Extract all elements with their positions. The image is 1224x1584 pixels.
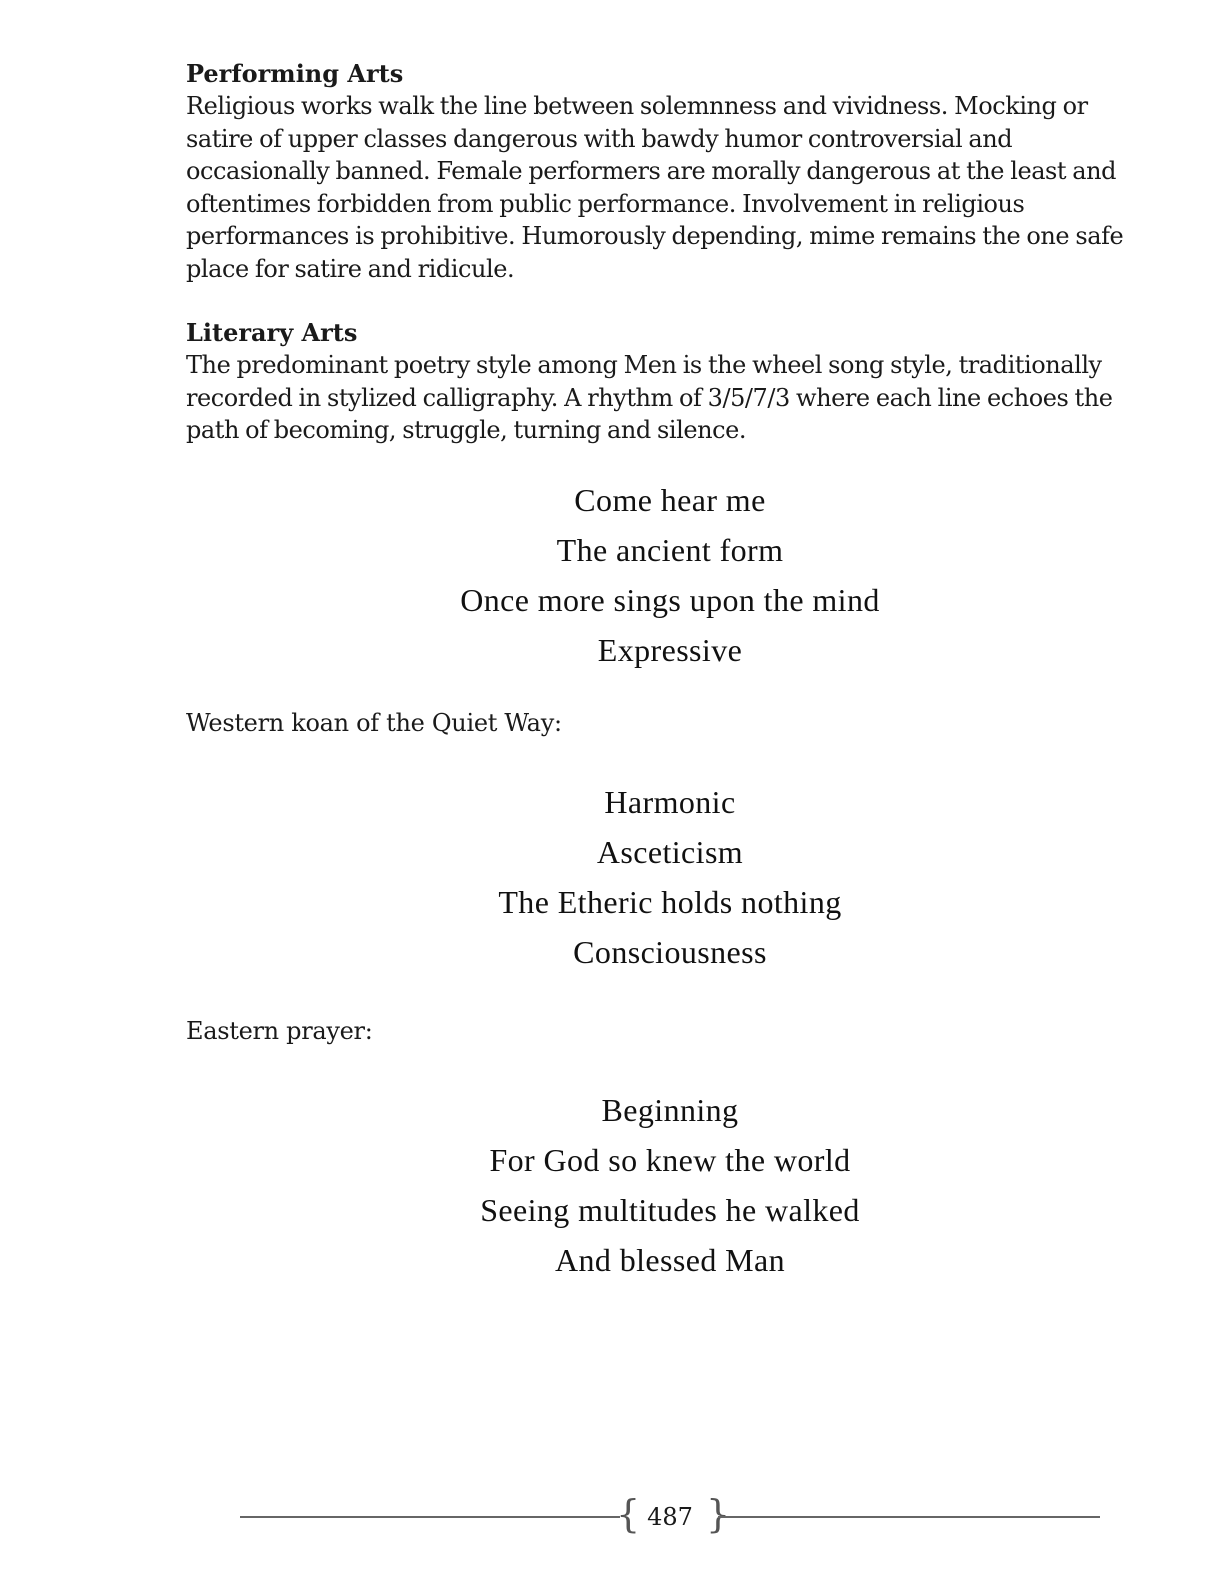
poem-line: Come hear me: [574, 481, 766, 518]
poem-intro-western-koan: Western koan of the Quiet Way:: [186, 708, 562, 737]
poem-line: Expressive: [597, 631, 743, 668]
poem-wheel-song: [186, 475, 1154, 675]
poem-line: The Etheric holds nothing: [498, 883, 842, 920]
poem-line: Consciousness: [573, 933, 767, 970]
poem-line: For God so knew the world: [489, 1141, 851, 1178]
poem-line: The ancient form: [556, 531, 784, 568]
footer-rule-right: [718, 1516, 1100, 1518]
page-number: 487: [647, 1503, 693, 1531]
poem-line: Beginning: [601, 1091, 739, 1128]
poem-intro-eastern-prayer: Eastern prayer:: [186, 1016, 373, 1045]
poem-eastern-prayer: [186, 1085, 1154, 1285]
poem-line: Asceticism: [596, 833, 744, 870]
section-body-literary-arts: The predominant poetry style among Men is the wheel song style, traditionally recorded in stylized calligraphy. A rhythm of 3/5/7/3 where each line echoes the path of becoming, struggle, turning and silence.: [186, 351, 1113, 444]
footer-open-brace: {: [616, 1492, 641, 1536]
page-footer: [240, 1494, 1100, 1538]
section-body-performing-arts: Religious works walk the line between solemnness and vividness. Mocking or satire of upper classes dangerous with bawdy humor controversial and occasionally banned. Female performers are morally dangerous at the least and oftentimes forbidden from public performance. Involvement in religious performances is prohibitive. Humorously depending, mime remains the one safe place for satire and ridicule.: [186, 92, 1124, 283]
poem-western-koan: [186, 777, 1154, 977]
section-heading-performing-arts: Performing Arts: [186, 59, 404, 88]
section-spacer: [186, 285, 1146, 317]
poem-line: Harmonic: [604, 783, 736, 820]
footer-close-brace: }: [706, 1492, 731, 1536]
page-body: [186, 58, 1146, 1285]
section-heading-literary-arts: Literary Arts: [186, 318, 358, 347]
poem-line: Once more sings upon the mind: [460, 581, 880, 618]
poem-line: And blessed Man: [555, 1241, 785, 1278]
poem-line: Seeing multitudes he walked: [480, 1191, 860, 1228]
footer-rule-left: [240, 1516, 620, 1518]
